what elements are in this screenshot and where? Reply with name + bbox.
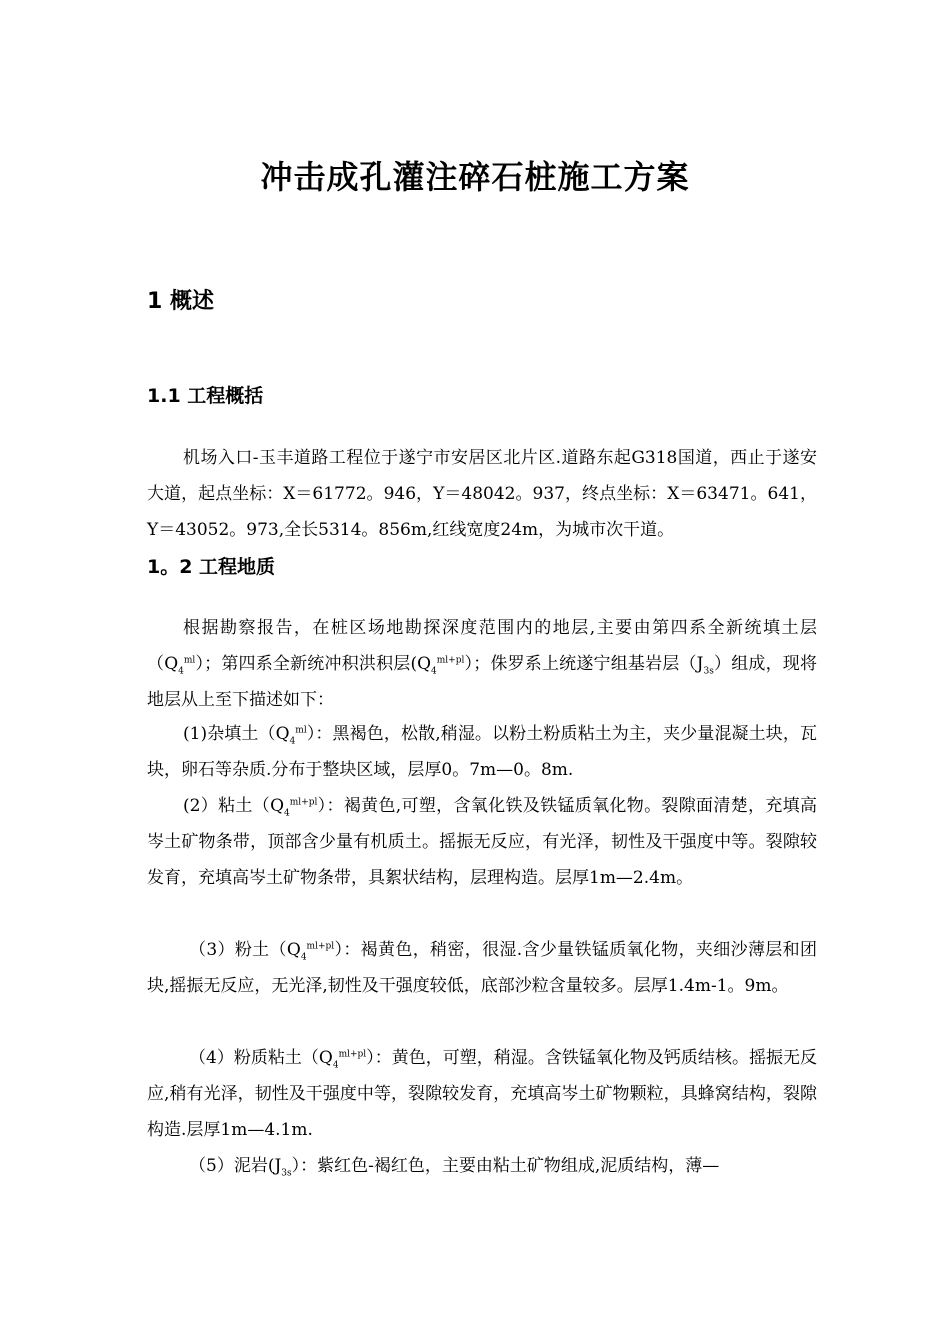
geology-intro-paragraph <box>147 610 817 718</box>
layer-5-text-b: ）：紫红色-褐红色，主要由粘土矿物组成,泥质结构，薄— <box>291 1156 720 1176</box>
subsection-heading-geology: 1。2 工程地质 <box>147 556 276 578</box>
layer-4-sup: ml+pl <box>338 1049 367 1060</box>
section-heading-overview: 1 概述 <box>147 289 214 314</box>
layer-2-text-b: ）：褐黄色,可塑，含氧化铁及铁锰质氧化物。裂隙面清楚，充填高岑土矿物条带，顶部含少量有机质土。摇振无反应，有光泽，韧性及干强度中等。裂隙较发育，充填高岑土矿物条带，具絮状结构，层理构造。层厚1m—2.4m。 <box>147 796 817 888</box>
layer-2-text-a: (2）粘土（Q <box>183 796 285 816</box>
layer-3-sub: 4 <box>300 952 307 963</box>
layer-1-sub: 4 <box>289 736 296 747</box>
intro-text-2: ）；第四系全新统冲积洪积层(Q <box>195 654 432 674</box>
intro-sup-1: ml <box>183 655 196 666</box>
subsection-heading-project-summary: 1.1 工程概括 <box>147 385 264 407</box>
layer-5-sub: 3s <box>281 1168 292 1179</box>
intro-sub-3: 3s <box>703 666 714 677</box>
project-summary-paragraph: 机场入口-玉丰道路工程位于遂宁市安居区北片区.道路东起G318国道，西止于遂安大道，起点坐标：X＝61772。946，Y＝48042。937，终点坐标：X＝63471。641，Y＝43052。973,全长5314。856m,红线宽度24m，为城市次干道。 <box>147 448 817 540</box>
document-title: 冲击成孔灌注碎石桩施工方案 <box>260 158 690 196</box>
layer-4-text-a: （4）粉质粘土（Q <box>189 1048 333 1068</box>
layer-2-paragraph <box>147 788 817 896</box>
layer-3-text-a: （3）粉土（Q <box>189 940 301 960</box>
layer-4-paragraph <box>147 1040 817 1148</box>
intro-text-3: ）；侏罗系上统遂宁组基岩层（J <box>464 654 704 674</box>
intro-sub-2: 4 <box>431 666 437 677</box>
layer-5-paragraph <box>147 1148 817 1184</box>
layer-1-paragraph <box>147 716 817 788</box>
layer-5-text-a: （5）泥岩(J <box>189 1156 282 1176</box>
intro-text-1: 根据勘察报告，在桩区场地勘探深度范围内的地层,主要由第四系全新统填土层（Q <box>147 618 817 674</box>
layer-4-sub: 4 <box>332 1060 339 1071</box>
layer-3-sup: ml+pl <box>306 941 335 952</box>
intro-text-4: ）组成，现将地层从上至下描述如下： <box>147 654 817 710</box>
intro-sup-2: ml+pl <box>436 655 465 666</box>
layer-3-text-b: ）：褐黄色，稍密，很湿.含少量铁锰质氧化物，夹细沙薄层和团块,摇振无反应，无光泽,韧性及干强度较低，底部沙粒含量较多。层厚1.4m-1。9m。 <box>147 940 817 996</box>
layer-1-sup: ml <box>295 725 307 736</box>
layer-1-text-a: (1)杂填土（Q <box>183 724 290 744</box>
layer-1-text-b: ）：黑褐色，松散,稍湿。以粉土粉质粘土为主，夹少量混凝土块，瓦块，卵石等杂质.分布于整块区域，层厚0。7m—0。8m. <box>147 724 817 780</box>
intro-sub-1: 4 <box>178 666 184 677</box>
layer-2-sup: ml+pl <box>289 797 318 808</box>
layer-4-text-b: ）：黄色，可塑，稍湿。含铁锰氧化物及钙质结核。摇振无反应,稍有光泽，韧性及干强度中等，裂隙较发育，充填高岑土矿物颗粒，具蜂窝结构，裂隙构造.层厚1m—4.1m. <box>147 1048 817 1140</box>
layer-3-paragraph <box>147 932 817 1004</box>
layer-2-sub: 4 <box>284 808 290 819</box>
